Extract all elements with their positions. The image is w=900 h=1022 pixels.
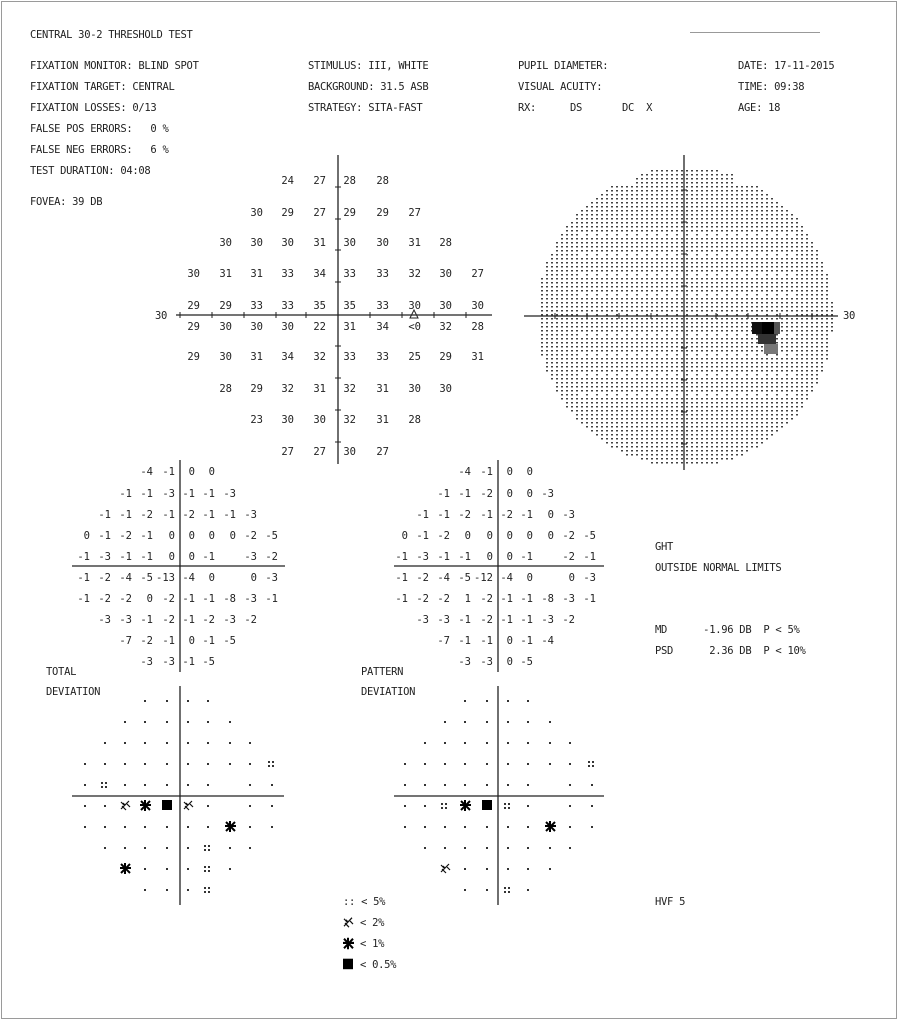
- total-dev-value: -2: [244, 530, 257, 542]
- test-date: DATE: 17-11-2015: [738, 59, 835, 73]
- pattern-dev-value: -3: [583, 572, 596, 584]
- threshold-value: 29: [187, 321, 200, 333]
- total-dev-value: -1: [223, 509, 236, 521]
- total-dev-value: -1: [202, 593, 215, 605]
- total-dev-value: -1: [182, 488, 195, 500]
- visual-acuity: VISUAL ACUITY:: [518, 80, 603, 94]
- pattern-dev-value: -2: [562, 614, 575, 626]
- total-dev-value: -1: [98, 509, 111, 521]
- pattern-dev-value: -1: [395, 593, 408, 605]
- pattern-dev-value: 0: [464, 530, 471, 542]
- total-dev-value: -5: [202, 656, 215, 668]
- pattern-dev-value: -1: [500, 593, 513, 605]
- pattern-dev-value: -4: [541, 635, 554, 647]
- legend-p2: < 2%: [360, 916, 385, 930]
- threshold-value: 30: [250, 207, 263, 219]
- total-dev-value: -1: [77, 572, 90, 584]
- total-dev-value: -3: [98, 614, 111, 626]
- pattern-label: PATTERN: [361, 665, 404, 679]
- pattern-dev-value: -3: [562, 509, 575, 521]
- total-dev-value: -1: [265, 593, 278, 605]
- total-dev-value: -1: [140, 488, 153, 500]
- patient-age: AGE: 18: [738, 101, 781, 115]
- pattern-dev-value: -5: [520, 656, 533, 668]
- threshold-value: 27: [376, 446, 389, 458]
- pattern-dev-value: -1: [583, 551, 596, 563]
- threshold-value: 29: [187, 351, 200, 363]
- pattern-dev-value: -1: [437, 551, 450, 563]
- total-dev-value: -5: [265, 530, 278, 542]
- pattern-dev-value: -1: [520, 509, 533, 521]
- threshold-value: 33: [376, 268, 389, 280]
- total-dev-value: -1: [119, 509, 132, 521]
- pattern-dev-value: -1: [480, 509, 493, 521]
- threshold-value: 27: [471, 268, 484, 280]
- pattern-dev-value: 0: [506, 466, 513, 478]
- pattern-dev-value: -2: [458, 509, 471, 521]
- threshold-value: 31: [376, 414, 389, 426]
- total-dev-value: -1: [140, 551, 153, 563]
- pattern-dev-value: -1: [480, 635, 493, 647]
- pattern-dev-value: -8: [541, 593, 554, 605]
- total-dev-value: 0: [146, 593, 153, 605]
- total-dev-value: -8: [223, 593, 236, 605]
- total-dev-value: 0: [208, 530, 215, 542]
- total-dev-value: -2: [182, 509, 195, 521]
- pattern-dev-value: -1: [500, 614, 513, 626]
- total-dev-value: -1: [77, 593, 90, 605]
- threshold-value: 30: [408, 383, 421, 395]
- pattern-dev-value: -1: [458, 551, 471, 563]
- total-dev-value: -1: [202, 488, 215, 500]
- threshold-value: 22: [313, 321, 326, 333]
- total-dev-value: -4: [182, 572, 195, 584]
- pattern-dev-value: -3: [541, 488, 554, 500]
- threshold-value: 31: [219, 268, 232, 280]
- threshold-value: 27: [281, 446, 294, 458]
- threshold-value: 29: [219, 300, 232, 312]
- threshold-value: 27: [408, 207, 421, 219]
- threshold-value: 31: [313, 383, 326, 395]
- threshold-value: 30: [439, 300, 452, 312]
- threshold-value: 27: [313, 446, 326, 458]
- background: BACKGROUND: 31.5 ASB: [308, 80, 429, 94]
- test-duration: TEST DURATION: 04:08: [30, 164, 151, 178]
- pattern-dev-value: -2: [416, 572, 429, 584]
- pattern-dev-value: -7: [437, 635, 450, 647]
- total-dev-value: -3: [244, 509, 257, 521]
- pattern-dev-value: -2: [480, 614, 493, 626]
- total-dev-value: -1: [162, 466, 175, 478]
- threshold-value: 34: [281, 351, 294, 363]
- ght-result: OUTSIDE NORMAL LIMITS: [655, 561, 782, 575]
- threshold-value: 28: [408, 414, 421, 426]
- threshold-value: 32: [313, 351, 326, 363]
- threshold-value: 30: [281, 414, 294, 426]
- total-dev-value: 0: [229, 530, 236, 542]
- legend-p5: :: < 5%: [343, 895, 386, 909]
- pattern-dev-value: -1: [458, 635, 471, 647]
- pattern-dev-value: 0: [526, 572, 533, 584]
- pattern-dev-value: -1: [458, 488, 471, 500]
- pattern-dev-value: 1: [464, 593, 471, 605]
- pattern-dev-value: -2: [480, 488, 493, 500]
- ght-label: GHT: [655, 540, 674, 554]
- threshold-value: 30: [313, 414, 326, 426]
- total-dev-value: 0: [188, 551, 195, 563]
- pattern-dev-value: -2: [562, 551, 575, 563]
- threshold-value: 31: [408, 237, 421, 249]
- total-dev-value: -2: [140, 509, 153, 521]
- threshold-value: 28: [376, 175, 389, 187]
- pattern-dev-value: -2: [562, 530, 575, 542]
- threshold-value: 28: [471, 321, 484, 333]
- total-dev-value: 0: [250, 572, 257, 584]
- threshold-value: 35: [313, 300, 326, 312]
- threshold-value: 30: [219, 351, 232, 363]
- threshold-value: 30: [281, 321, 294, 333]
- false-neg-errors: FALSE NEG ERRORS: 6 %: [30, 143, 169, 157]
- hvf-label: HVF 5: [655, 895, 686, 909]
- threshold-value: 30: [250, 321, 263, 333]
- total-dev-value: 0: [168, 530, 175, 542]
- fixation-losses: FIXATION LOSSES: 0/13: [30, 101, 157, 115]
- fixation-target: FIXATION TARGET: CENTRAL: [30, 80, 175, 94]
- threshold-value: 32: [343, 383, 356, 395]
- pattern-deviation-label: DEVIATION: [361, 685, 416, 699]
- total-dev-value: -4: [140, 466, 153, 478]
- threshold-value: 33: [343, 268, 356, 280]
- pattern-dev-value: -1: [520, 635, 533, 647]
- threshold-value: 30: [343, 237, 356, 249]
- stimulus: STIMULUS: III, WHITE: [308, 59, 429, 73]
- threshold-value: 30: [376, 237, 389, 249]
- threshold-value: 29: [187, 300, 200, 312]
- pattern-dev-value: -2: [480, 593, 493, 605]
- total-dev-value: -1: [202, 509, 215, 521]
- threshold-value: 29: [250, 383, 263, 395]
- pattern-dev-value: 0: [506, 635, 513, 647]
- total-dev-value: -1: [140, 530, 153, 542]
- total-dev-value: 0: [83, 530, 90, 542]
- threshold-value: 29: [376, 207, 389, 219]
- strategy: STRATEGY: SITA-FAST: [308, 101, 423, 115]
- threshold-value: 33: [250, 300, 263, 312]
- legend-p1: < 1%: [360, 937, 385, 951]
- pattern-dev-value: 0: [547, 530, 554, 542]
- total-dev-value: 0: [208, 466, 215, 478]
- pattern-dev-value: -1: [395, 572, 408, 584]
- total-dev-value: -4: [119, 572, 132, 584]
- pattern-dev-value: 0: [526, 488, 533, 500]
- threshold-value: 28: [343, 175, 356, 187]
- total-dev-value: -3: [140, 656, 153, 668]
- total-dev-value: -1: [98, 530, 111, 542]
- total-dev-value: -1: [202, 551, 215, 563]
- total-dev-value: -3: [265, 572, 278, 584]
- fovea: FOVEA: 39 DB: [30, 195, 103, 209]
- threshold-value: 30: [281, 237, 294, 249]
- total-dev-value: -1: [202, 635, 215, 647]
- total-dev-value: 0: [188, 466, 195, 478]
- fixation-monitor: FIXATION MONITOR: BLIND SPOT: [30, 59, 199, 73]
- threshold-value: 30: [250, 237, 263, 249]
- total-dev-value: -2: [162, 614, 175, 626]
- threshold-value: 33: [376, 300, 389, 312]
- pattern-dev-value: -5: [458, 572, 471, 584]
- threshold-value: 31: [250, 268, 263, 280]
- threshold-value: 27: [313, 207, 326, 219]
- threshold-value: 32: [343, 414, 356, 426]
- threshold-value: 32: [408, 268, 421, 280]
- pattern-dev-value: 0: [506, 488, 513, 500]
- total-dev-value: -2: [265, 551, 278, 563]
- pattern-dev-value: 0: [526, 466, 533, 478]
- legend-p05: < 0.5%: [360, 958, 397, 972]
- threshold-value: 30: [219, 321, 232, 333]
- total-dev-value: -1: [182, 614, 195, 626]
- grayscale-axis-label: 30: [843, 309, 856, 323]
- threshold-value: 30: [439, 268, 452, 280]
- threshold-value: 23: [250, 414, 263, 426]
- threshold-value: 30: [219, 237, 232, 249]
- total-dev-value: -3: [98, 551, 111, 563]
- total-dev-value: -3: [244, 593, 257, 605]
- threshold-value: 28: [439, 237, 452, 249]
- total-dev-value: -1: [77, 551, 90, 563]
- pattern-dev-value: -5: [583, 530, 596, 542]
- total-dev-value: -1: [119, 551, 132, 563]
- total-dev-value: -1: [162, 509, 175, 521]
- threshold-value: 30: [343, 446, 356, 458]
- threshold-value: 33: [281, 268, 294, 280]
- threshold-value: 33: [343, 351, 356, 363]
- threshold-value: 25: [408, 351, 421, 363]
- threshold-value: 31: [343, 321, 356, 333]
- threshold-value: 27: [313, 175, 326, 187]
- threshold-value: 24: [281, 175, 294, 187]
- threshold-value: 30: [408, 300, 421, 312]
- total-dev-value: -2: [244, 614, 257, 626]
- pattern-dev-value: -1: [458, 614, 471, 626]
- total-dev-value: -3: [223, 488, 236, 500]
- psd-index: PSD 2.36 DB P < 10%: [655, 644, 806, 658]
- pattern-dev-value: -3: [416, 614, 429, 626]
- total-dev-value: -2: [202, 614, 215, 626]
- pattern-dev-value: -1: [480, 466, 493, 478]
- rx-dc: DC X: [622, 101, 653, 115]
- total-dev-value: -2: [98, 593, 111, 605]
- pattern-dev-value: -1: [416, 530, 429, 542]
- total-dev-value: 0: [188, 635, 195, 647]
- pattern-dev-value: -3: [458, 656, 471, 668]
- threshold-value: 29: [439, 351, 452, 363]
- total-dev-value: -2: [140, 635, 153, 647]
- threshold-value: 30: [439, 383, 452, 395]
- threshold-value: 34: [376, 321, 389, 333]
- total-dev-value: -1: [140, 614, 153, 626]
- total-dev-value: -2: [119, 593, 132, 605]
- pattern-dev-value: 0: [486, 551, 493, 563]
- total-dev-value: -3: [223, 614, 236, 626]
- threshold-value: 28: [219, 383, 232, 395]
- pattern-dev-value: -1: [520, 551, 533, 563]
- total-dev-value: 0: [208, 572, 215, 584]
- pattern-dev-value: -4: [458, 466, 471, 478]
- threshold-axis-label: 30: [155, 309, 168, 323]
- total-dev-value: -3: [162, 656, 175, 668]
- pattern-dev-value: -2: [500, 509, 513, 521]
- total-dev-value: -1: [182, 593, 195, 605]
- total-label: TOTAL: [46, 665, 77, 679]
- md-index: MD -1.96 DB P < 5%: [655, 623, 800, 637]
- pattern-dev-value: 0: [401, 530, 408, 542]
- pattern-dev-value: 0: [506, 551, 513, 563]
- total-dev-value: -7: [119, 635, 132, 647]
- total-dev-value: -1: [162, 635, 175, 647]
- pattern-dev-value: -2: [416, 593, 429, 605]
- pattern-dev-value: -3: [562, 593, 575, 605]
- threshold-value: 30: [471, 300, 484, 312]
- pattern-dev-value: 0: [526, 530, 533, 542]
- total-dev-value: -13: [156, 572, 175, 584]
- total-dev-value: 0: [188, 530, 195, 542]
- pattern-dev-value: -3: [437, 614, 450, 626]
- total-dev-value: 0: [168, 551, 175, 563]
- threshold-value: 33: [376, 351, 389, 363]
- threshold-value: 29: [281, 207, 294, 219]
- total-dev-value: -1: [182, 656, 195, 668]
- threshold-value: 29: [343, 207, 356, 219]
- total-dev-value: -2: [98, 572, 111, 584]
- threshold-value: 31: [471, 351, 484, 363]
- total-dev-value: -2: [162, 593, 175, 605]
- total-dev-value: -5: [140, 572, 153, 584]
- pattern-dev-value: -3: [480, 656, 493, 668]
- test-time: TIME: 09:38: [738, 80, 805, 94]
- threshold-value: 32: [439, 321, 452, 333]
- pattern-dev-value: 0: [568, 572, 575, 584]
- pattern-dev-value: -3: [541, 614, 554, 626]
- pattern-dev-value: -1: [395, 551, 408, 563]
- total-dev-value: -3: [119, 614, 132, 626]
- threshold-value: 31: [376, 383, 389, 395]
- pattern-dev-value: -1: [416, 509, 429, 521]
- pattern-dev-value: -4: [437, 572, 450, 584]
- pattern-dev-value: -12: [474, 572, 493, 584]
- total-dev-value: -1: [119, 488, 132, 500]
- pattern-dev-value: -1: [437, 509, 450, 521]
- pattern-dev-value: 0: [486, 530, 493, 542]
- pattern-dev-value: -1: [520, 614, 533, 626]
- threshold-value: 32: [281, 383, 294, 395]
- pattern-dev-value: -3: [416, 551, 429, 563]
- pattern-dev-value: 0: [506, 656, 513, 668]
- pupil-diameter: PUPIL DIAMETER:: [518, 59, 609, 73]
- pattern-dev-value: -2: [437, 593, 450, 605]
- pattern-dev-value: -4: [500, 572, 513, 584]
- threshold-value: 31: [313, 237, 326, 249]
- threshold-value: 33: [281, 300, 294, 312]
- pattern-dev-value: -1: [583, 593, 596, 605]
- total-dev-value: -3: [162, 488, 175, 500]
- total-dev-value: -2: [119, 530, 132, 542]
- pattern-dev-value: 0: [547, 509, 554, 521]
- report-title: CENTRAL 30-2 THRESHOLD TEST: [30, 28, 193, 42]
- pattern-dev-value: -1: [437, 488, 450, 500]
- false-pos-errors: FALSE POS ERRORS: 0 %: [30, 122, 169, 136]
- pattern-dev-value: 0: [506, 530, 513, 542]
- pattern-dev-value: -1: [520, 593, 533, 605]
- total-deviation-label: DEVIATION: [46, 685, 101, 699]
- threshold-value: 35: [343, 300, 356, 312]
- rx-label: RX:: [518, 101, 537, 115]
- threshold-value: 31: [250, 351, 263, 363]
- threshold-value: <0: [408, 321, 421, 333]
- total-dev-value: -3: [244, 551, 257, 563]
- pattern-dev-value: -2: [437, 530, 450, 542]
- total-dev-value: -5: [223, 635, 236, 647]
- threshold-value: 34: [313, 268, 326, 280]
- threshold-value: 30: [187, 268, 200, 280]
- rx-ds: DS: [570, 101, 583, 115]
